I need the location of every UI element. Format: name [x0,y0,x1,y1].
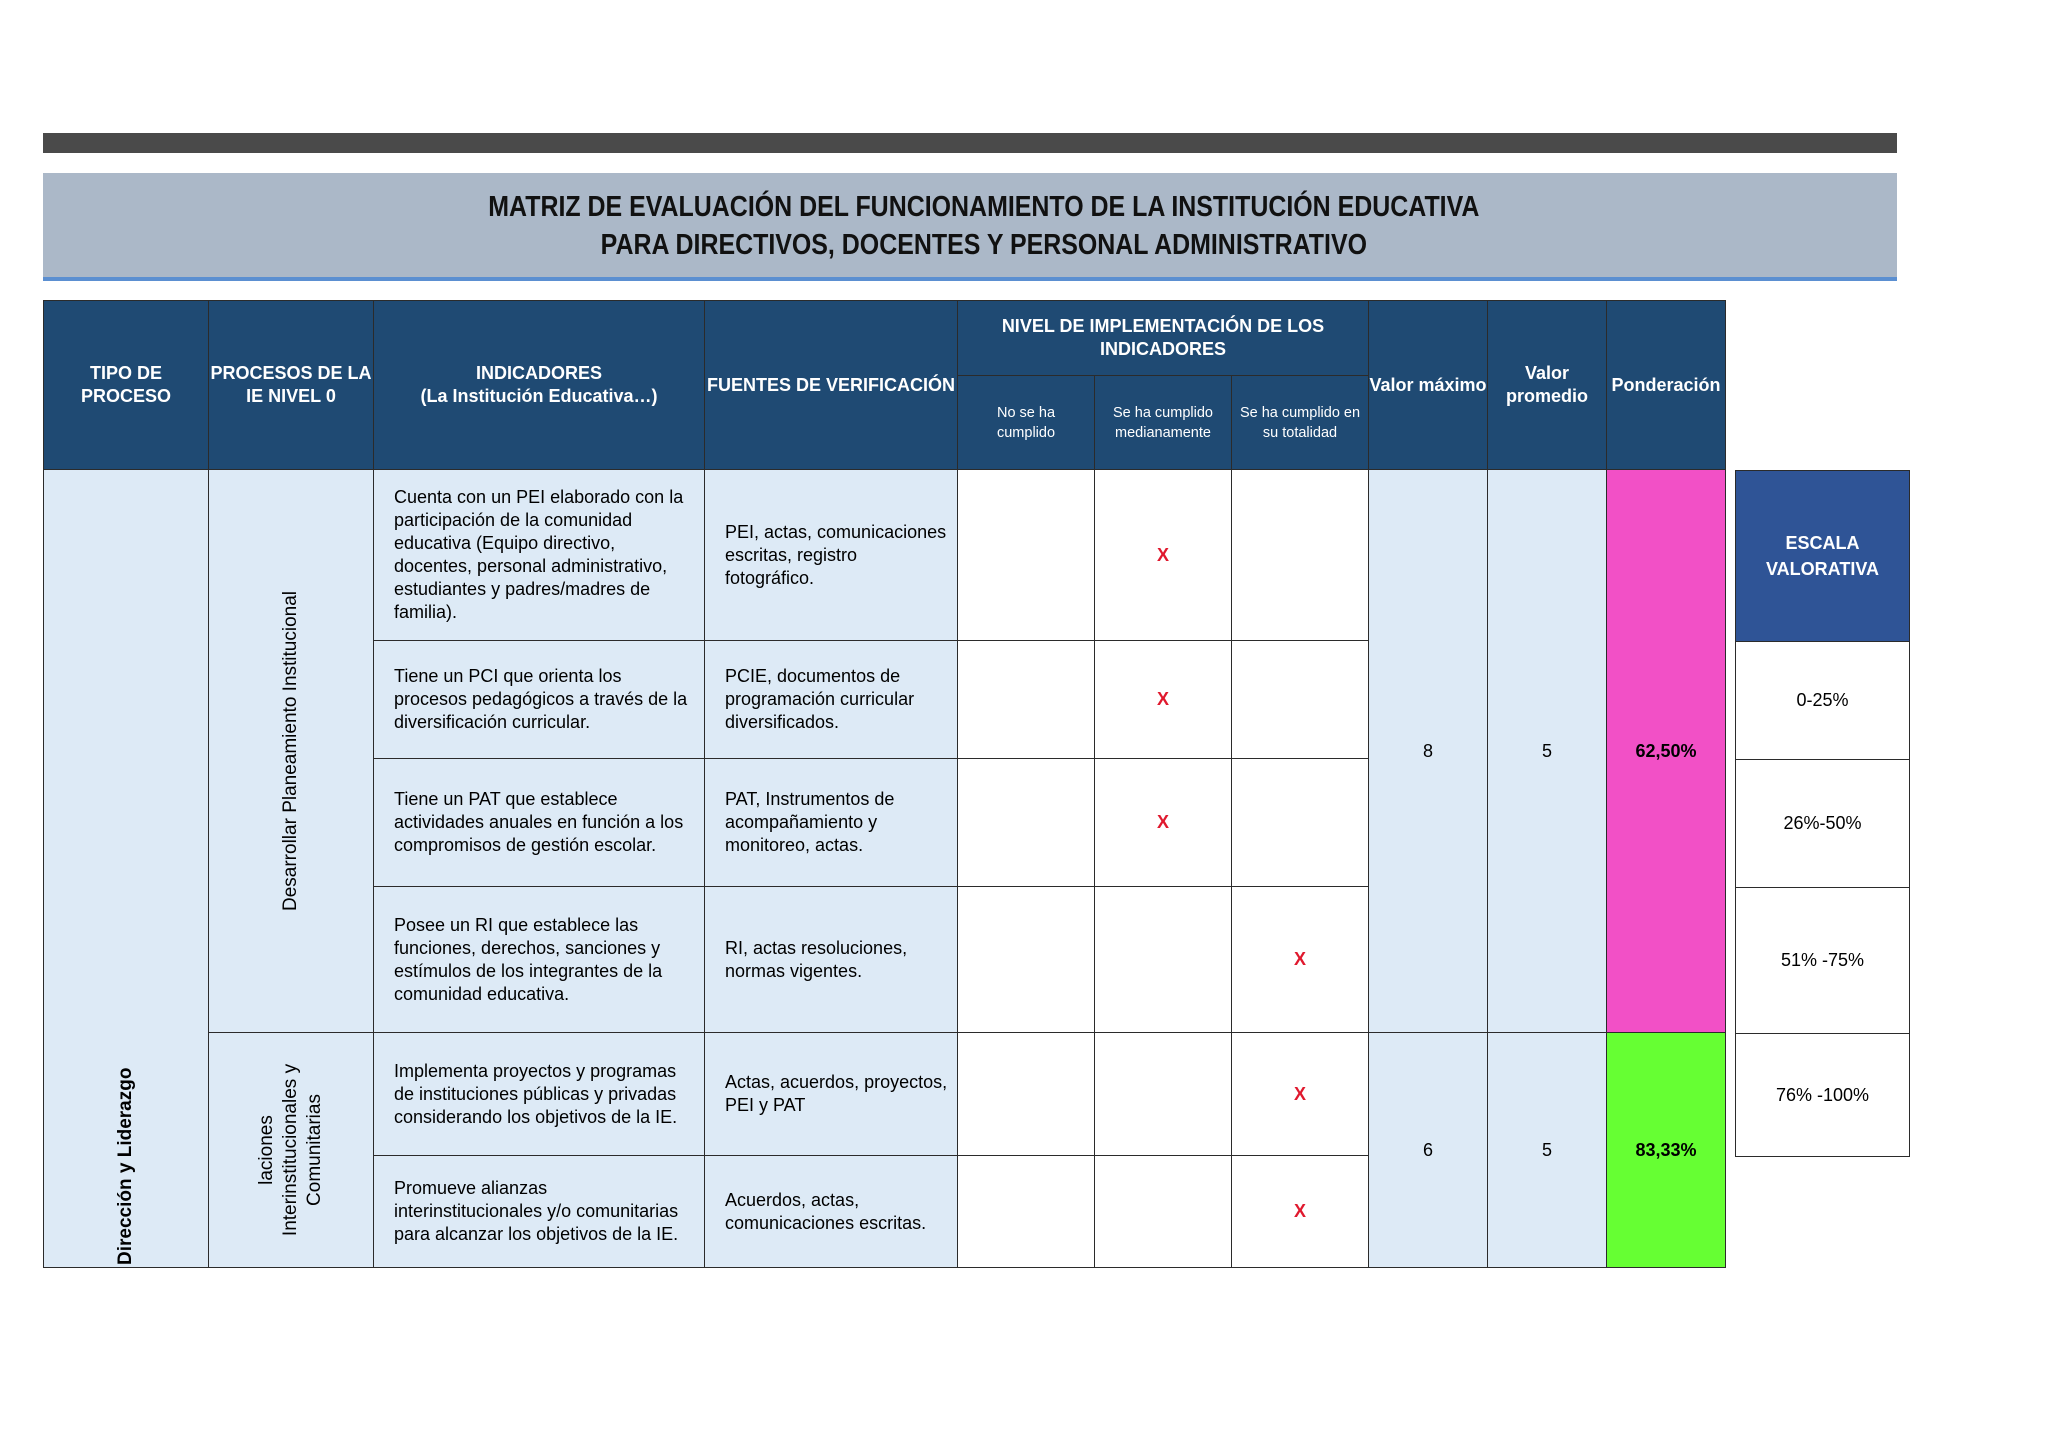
fuente-cell: Actas, acuerdos, proyectos, PEI y PAT [705,1033,958,1156]
level-cell-total: X [1232,887,1369,1033]
title-banner [43,173,1897,281]
escala-range: 26%-50% [1736,760,1910,888]
escala-range: 51% -75% [1736,888,1910,1034]
escala-range: 76% -100% [1736,1034,1910,1157]
escala-range: 0-25% [1736,642,1910,760]
top-dark-bar [43,133,1897,153]
indicador-cell: Promueve alianzas interinstitucionales y/o comunitarias para alcanzar los objetivos de la IE. [374,1156,705,1268]
level-cell-medio [1095,1156,1232,1268]
level-cell-total: X [1232,1156,1369,1268]
indicador-cell: Implementa proyectos y programas de instituciones públicas y privadas considerando los objetivos de la IE. [374,1033,705,1156]
level-cell-no [958,1033,1095,1156]
level-cell-medio: X [1095,641,1232,759]
level-cell-medio [1095,1033,1232,1156]
header-medianamente: Se ha cumplido medianamente [1095,376,1232,470]
tipo-proceso-label: Dirección y Liderazgo [115,1067,136,1265]
header-ponderacion: Ponderación [1607,301,1726,470]
header-indicadores [374,301,705,470]
level-cell-total: X [1232,1033,1369,1156]
escala-title: ESCALA VALORATIVA [1736,471,1910,642]
table-row [44,470,1726,641]
level-cell-no [958,470,1095,641]
table-row [44,1033,1726,1156]
valor-maximo-cell: 8 [1369,470,1488,1033]
valor-promedio-cell: 5 [1488,470,1607,1033]
header-procesos: PROCESOS DE LA IE NIVEL 0 [209,301,374,470]
level-cell-medio [1095,887,1232,1033]
ponderacion-cell: 83,33% [1607,1033,1726,1268]
level-cell-no [958,759,1095,887]
fuente-cell: PAT, Instrumentos de acompañamiento y monitoreo, actas. [705,759,958,887]
fuente-cell: RI, actas resoluciones, normas vigentes. [705,887,958,1033]
header-tipo-proceso: TIPO DE PROCESO [44,301,209,470]
header-no-cumplido: No se ha cumplido [958,376,1095,470]
indicador-cell: Posee un RI que establece las funciones, derechos, sanciones y estímulos de los integrantes de la comunidad educativa. [374,887,705,1033]
level-cell-total [1232,470,1369,641]
escala-valorativa [1735,470,1910,1157]
title-line-1: MATRIZ DE EVALUACIÓN DEL FUNCIONAMIENTO DE LA INSTITUCIÓN EDUCATIVA [488,191,1480,223]
fuente-cell: Acuerdos, actas, comunicaciones escritas. [705,1156,958,1268]
indicador-cell: Tiene un PCI que orienta los procesos pedagógicos a través de la diversificación curricular. [374,641,705,759]
proceso-cell-1 [209,470,374,1033]
header-indicadores-label: INDICADORES [475,363,602,383]
level-cell-no [958,1156,1095,1268]
title-line-2: PARA DIRECTIVOS, DOCENTES Y PERSONAL ADMINISTRATIVO [600,229,1367,261]
header-valor-maximo: Valor máximo [1369,301,1488,470]
header-indicadores-sub: (La Institución Educativa…) [420,386,658,406]
header-fuentes: FUENTES DE VERIFICACIÓN [705,301,958,470]
header-nivel: NIVEL DE IMPLEMENTACIÓN DE LOS INDICADORES [958,301,1369,376]
proceso-cell-2 [209,1033,374,1268]
evaluation-matrix [43,300,1726,1268]
fuente-cell: PEI, actas, comunicaciones escritas, registro fotográfico. [705,470,958,641]
header-valor-promedio: Valor promedio [1488,301,1607,470]
level-cell-total [1232,641,1369,759]
level-cell-no [958,641,1095,759]
level-cell-no [958,887,1095,1033]
proceso-label-2: laciones Interinstitucionales y Comunitarias [256,1063,325,1237]
valor-promedio-cell: 5 [1488,1033,1607,1268]
level-cell-total [1232,759,1369,887]
indicador-cell: Tiene un PAT que establece actividades anuales en función a los compromisos de gestión escolar. [374,759,705,887]
level-cell-medio: X [1095,759,1232,887]
ponderacion-cell: 62,50% [1607,470,1726,1033]
header-totalidad: Se ha cumplido en su totalidad [1232,376,1369,470]
tipo-proceso-cell [44,470,209,1268]
indicador-cell: Cuenta con un PEI elaborado con la participación de la comunidad educativa (Equipo directivo, docentes, personal administrativo, estudiantes y padres/madres de familia). [374,470,705,641]
valor-maximo-cell: 6 [1369,1033,1488,1268]
proceso-label-1: Desarrollar Planeamiento Institucional [280,591,301,911]
level-cell-medio: X [1095,470,1232,641]
fuente-cell: PCIE, documentos de programación curricular diversificados. [705,641,958,759]
